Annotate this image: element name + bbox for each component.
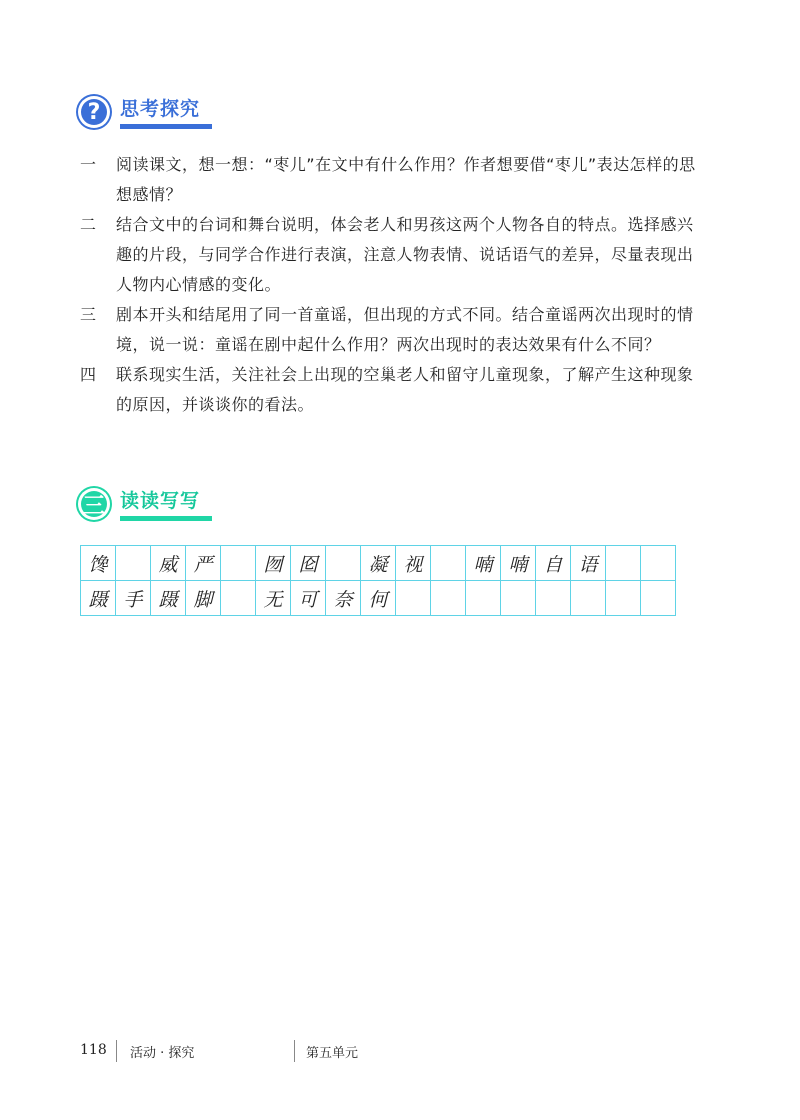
grid-cell <box>571 581 606 616</box>
title-underline <box>120 124 212 129</box>
grid-cell <box>221 581 256 616</box>
footer-divider <box>116 1040 117 1062</box>
grid-cell: 严 <box>186 546 221 581</box>
grid-cell: 威 <box>151 546 186 581</box>
grid-cell: 视 <box>396 546 431 581</box>
grid-cell: 无 <box>256 581 291 616</box>
question-number: 三 <box>80 305 97 324</box>
section-title-reading-writing: 读读写写 <box>120 490 201 512</box>
grid-cell: 自 <box>536 546 571 581</box>
question-icon: ? <box>78 96 110 128</box>
page-number: 118 <box>80 1042 107 1058</box>
grid-cell <box>606 581 641 616</box>
grid-cell: 囫 <box>256 546 291 581</box>
question-item <box>80 360 700 420</box>
section-title-thinking: 思考探究 <box>120 98 201 120</box>
grid-cell <box>606 546 641 581</box>
question-item <box>80 150 700 210</box>
grid-cell <box>641 546 676 581</box>
footer-divider <box>294 1040 295 1062</box>
grid-cell: 囵 <box>291 546 326 581</box>
question-number: 二 <box>80 215 97 234</box>
grid-cell: 蹑 <box>81 581 116 616</box>
question-item <box>80 210 700 300</box>
grid-cell: 奈 <box>326 581 361 616</box>
question-item <box>80 300 700 360</box>
grid-cell <box>116 546 151 581</box>
grid-cell: 语 <box>571 546 606 581</box>
section-header-reading-writing <box>78 488 212 521</box>
grid-cell: 脚 <box>186 581 221 616</box>
section-number-icon: 三 <box>78 488 110 520</box>
question-text: 联系现实生活，关注社会上出现的空巢老人和留守儿童现象，了解产生这种现象的原因，并谈谈你的看法。 <box>116 365 694 414</box>
page-footer <box>0 1042 800 1066</box>
footer-section: 活动 · 探究 <box>130 1046 195 1061</box>
grid-cell: 馋 <box>81 546 116 581</box>
grid-cell <box>431 546 466 581</box>
grid-cell: 喃 <box>501 546 536 581</box>
grid-cell <box>431 581 466 616</box>
question-text: 剧本开头和结尾用了同一首童谣，但出现的方式不同。结合童谣两次出现时的情境，说一说：童谣在剧中起什么作用？两次出现时的表达效果有什么不同？ <box>116 305 694 354</box>
grid-cell <box>501 581 536 616</box>
grid-cell <box>466 581 501 616</box>
section-title-wrap <box>120 488 212 521</box>
vocabulary-grid <box>80 545 676 616</box>
question-list <box>80 150 700 420</box>
grid-cell <box>641 581 676 616</box>
grid-cell <box>396 581 431 616</box>
grid-cell <box>536 581 571 616</box>
grid-cell: 何 <box>361 581 396 616</box>
grid-cell: 喃 <box>466 546 501 581</box>
section-header-thinking <box>78 96 212 129</box>
question-number: 一 <box>80 155 97 174</box>
question-text: 结合文中的台词和舞台说明，体会老人和男孩这两个人物各自的特点。选择感兴趣的片段，与同学合作进行表演，注意人物表情、说话语气的差异，尽量表现出人物内心情感的变化。 <box>116 215 694 294</box>
section-title-wrap <box>120 96 212 129</box>
grid-cell: 可 <box>291 581 326 616</box>
footer-unit: 第五单元 <box>306 1046 359 1061</box>
grid-cell: 手 <box>116 581 151 616</box>
grid-cell: 蹑 <box>151 581 186 616</box>
grid-cell <box>326 546 361 581</box>
grid-cell <box>221 546 256 581</box>
grid-row <box>81 546 676 581</box>
title-underline <box>120 516 212 521</box>
grid-cell: 凝 <box>361 546 396 581</box>
question-number: 四 <box>80 365 97 384</box>
grid-row <box>81 581 676 616</box>
question-text: 阅读课文，想一想：“枣儿”在文中有什么作用？作者想要借“枣儿”表达怎样的思想感情？ <box>116 155 696 204</box>
